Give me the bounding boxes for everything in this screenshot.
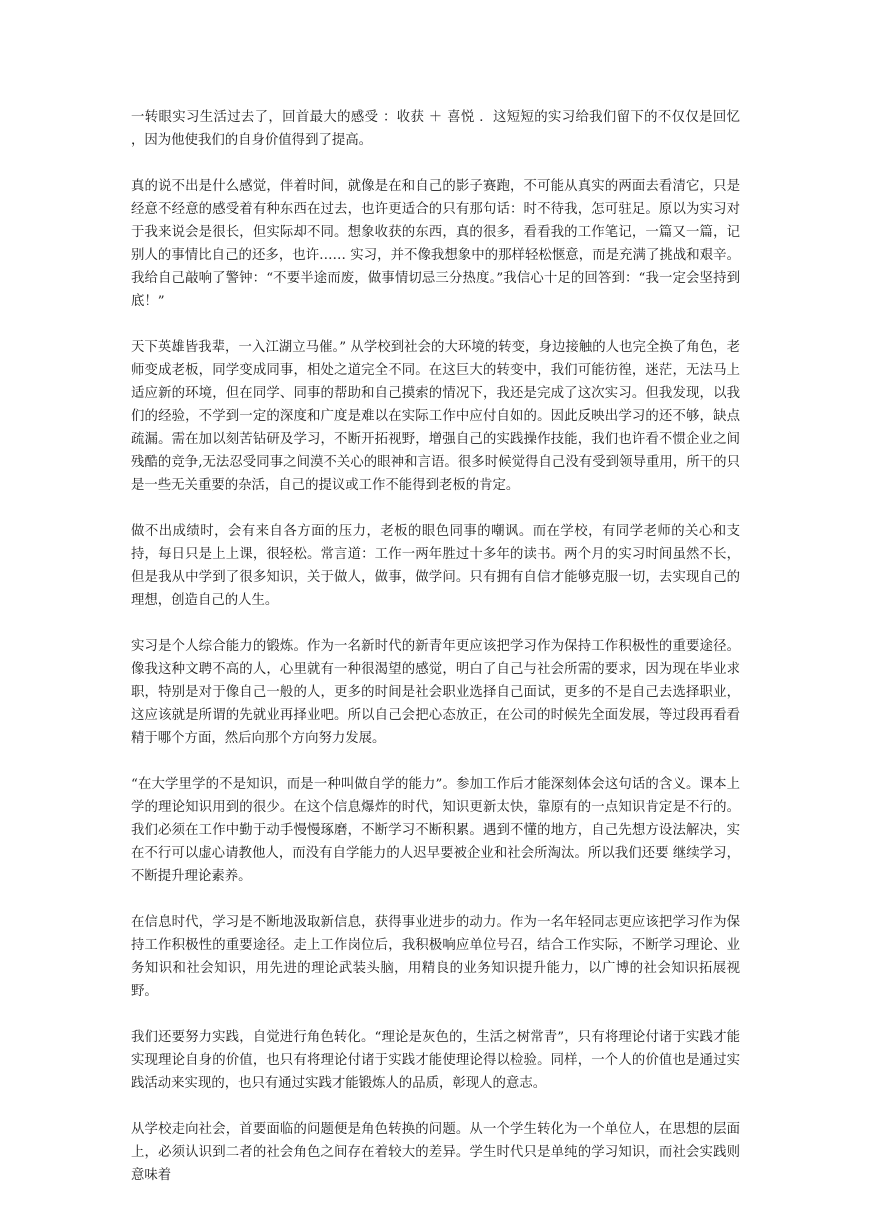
paragraph-7: 在信息时代，学习是不断地汲取新信息，获得事业进步的动力。作为一名年轻同志更应该把学习作为保持工作积极性的重要途径。走上工作岗位后，我积极响应单位号召，结合工作实际，不断学习理论、业务知识和社会知识，用先进的理论武装头脑，用精良的业务知识提升能力，以广博的社会知识拓展视野。 xyxy=(131,915,740,999)
paragraph-9: 从学校走向社会，首要面临的问题便是角色转换的问题。从一个学生转化为一个单位人，在思想的层面上，必须认识到二者的社会角色之间存在着较大的差异。学生时代只是单纯的学习知识，而社会实践则意味着 xyxy=(131,1122,740,1183)
paragraph-4: 做不出成绩时，会有来自各方面的压力，老板的眼色同事的嘲讽。而在学校，有同学老师的关心和支持，每日只是上上课，很轻松。常言道：工作一两年胜过十多年的读书。两个月的实习时间虽然不长，但是我从中学到了很多知识，关于做人，做事，做学问。只有拥有自信才能够克服一切，去实现自己的理想，创造自己的人生。 xyxy=(131,524,740,608)
paragraph-8: 我们还要努力实践，自觉进行角色转化。“理论是灰色的，生活之树常青”，只有将理论付诸于实践才能实现理论自身的价值，也只有将理论付诸于实践才能使理论得以检验。同样，一个人的价值也是通过实践活动来实现的，也只有通过实践才能锻炼人的品质，彰现人的意志。 xyxy=(131,1030,740,1091)
paragraph-1: 一转眼实习生活过去了，回首最大的感受 ：收获 ＋ 喜悦 ．这短短的实习给我们留下的不仅仅是回忆 ，因为他使我们的自身价值得到了提高。 xyxy=(131,110,740,148)
paragraph-5: 实习是个人综合能力的锻炼。作为一名新时代的新青年更应该把学习作为保持工作积极性的重要途径。像我这种文聘不高的人，心里就有一种很渴望的感觉，明白了自己与社会所需的要求，因为现在毕业求职，特别是对于像自己一般的人，更多的时间是社会职业选择自己面试，更多的不是自己去选择职业，这应该就是所谓的先就业再择业吧。所以自己会把心态放正，在公司的时候先全面发展，等过段再看看精于哪个方面，然后向那个方向努力发展。 xyxy=(131,639,740,746)
paragraph-3: 天下英雄皆我辈，一入江湖立马催。” 从学校到社会的大环境的转变，身边接触的人也完全换了角色，老师变成老板，同学变成同事，相处之道完全不同。在这巨大的转变中，我们可能彷徨，迷茫，无法马上适应新的环境，但在同学、同事的帮助和自己摸索的情况下，我还是完成了这次实习。但我发现，以我们的经验，不学到一定的深度和广度是难以在实际工作中应付自如的。因此反映出学习的还不够，缺点疏漏。需在加以刻苦钻研及学习，不断开拓视野，增强自己的实践操作技能，我们也许看不惯企业之间残酷的竞争,无法忍受同事之间漠不关心的眼神和言语。很多时候觉得自己没有受到领导重用，所干的只是一些无关重要的杂活，自己的提议或工作不能得到老板的肯定。 xyxy=(131,340,740,493)
paragraph-2: 真的说不出是什么感觉，伴着时间，就像是在和自己的影子赛跑，不可能从真实的两面去看清它，只是经意不经意的感受着有种东西在过去，也许更适合的只有那句话：时不待我，怎可驻足。原以为实习对于我来说会是很长，但实际却不同。想象收获的东西，真的很多，看看我的工作笔记，一篇又一篇，记别人的事情比自己的还多，也许…… 实习，并不像我想象中的那样轻松惬意，而是充满了挑战和艰辛。我给自己敲响了警钟：“不要半途而废，做事情切忌三分热度。”我信心十足的回答到：“我一定会坚持到底！” xyxy=(131,179,740,309)
paragraph-6: “在大学里学的不是知识，而是一种叫做自学的能力”。参加工作后才能深刻体会这句话的含义。课本上学的理论知识用到的很少。在这个信息爆炸的时代，知识更新太快，靠原有的一点知识肯定是不行的。我们必须在工作中勤于动手慢慢琢磨，不断学习不断积累。遇到不懂的地方，自己先想方设法解决，实在不行可以虚心请教他人，而没有自学能力的人迟早要被企业和社会所淘汰。所以我们还要 继续学习，不断提升理论素养。 xyxy=(131,777,740,884)
document-body xyxy=(131,106,740,1210)
